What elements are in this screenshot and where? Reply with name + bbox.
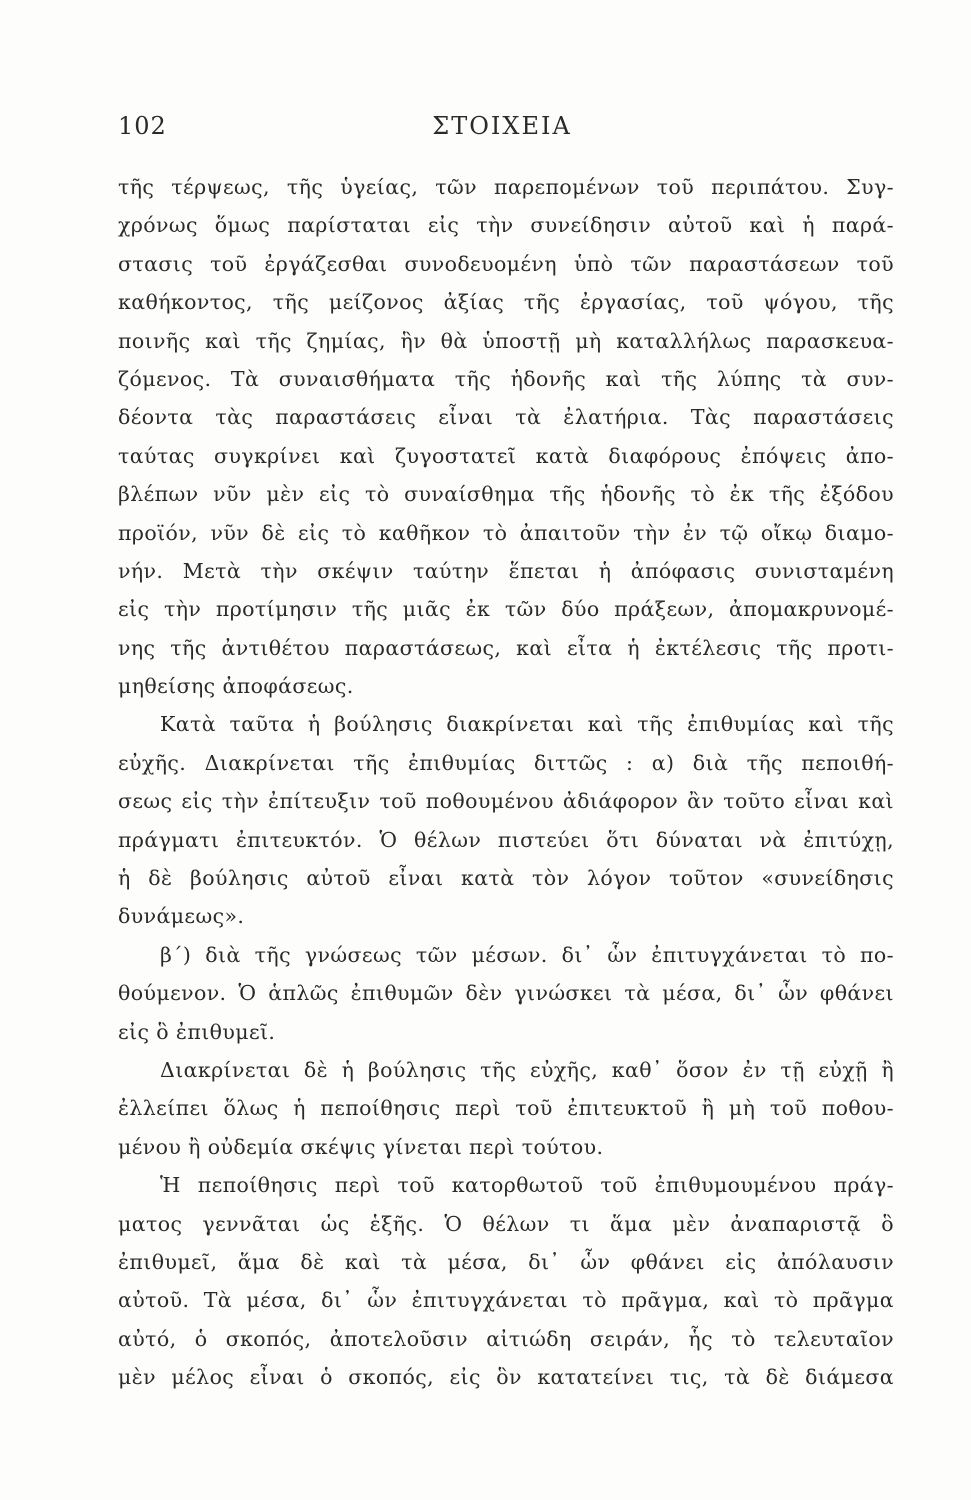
text-line: ζόμενος. Τὰ συναισθήματα τῆς ἡδονῆς καὶ τῆς λύπης τὰ συν- bbox=[118, 366, 894, 391]
text-line: Κατὰ ταῦτα ἡ βούλησις διακρίνεται καὶ τῆς ἐπιθυμίας καὶ τῆς bbox=[160, 712, 894, 737]
page-header bbox=[118, 112, 886, 148]
text-line: ταύτας συγκρίνει καὶ ζυγοστατεῖ κατὰ διαφόρους ἐπόψεις ἀπο- bbox=[118, 443, 894, 468]
text-line: μηθείσης ἀποφάσεως. bbox=[118, 674, 354, 699]
text-line: βλέπων νῦν μὲν εἰς τὸ συναίσθημα τῆς ἡδονῆς τὸ ἐκ τῆς ἐξόδου bbox=[118, 482, 894, 507]
text-line: ἐπιθυμεῖ, ἅμα δὲ καὶ τὰ μέσα, δι᾽ ὧν φθάνει εἰς ἀπόλαυσιν bbox=[118, 1249, 894, 1274]
text-line: Διακρίνεται δὲ ἡ βούλησις τῆς εὐχῆς, καθ᾽ ὅσον ἐν τῇ εὐχῇ ἢ bbox=[160, 1057, 894, 1082]
text-line: προϊόν, νῦν δὲ εἰς τὸ καθῆκον τὸ ἀπαιτοῦν τὴν ἐν τῷ οἴκῳ διαμο- bbox=[118, 520, 894, 545]
text-line: δυνάμεως». bbox=[118, 904, 245, 929]
text-line: θούμενον. Ὁ ἁπλῶς ἐπιθυμῶν δὲν γινώσκει τὰ μέσα, δι᾽ ὧν φθάνει bbox=[118, 981, 894, 1006]
body-text bbox=[118, 168, 894, 1397]
text-line: αὐτό, ὁ σκοπός, ἀποτελοῦσιν αἰτιώδη σειράν, ἧς τὸ τελευταῖον bbox=[118, 1326, 894, 1351]
text-line: χρόνως ὅμως παρίσταται εἰς τὴν συνείδησιν αὐτοῦ καὶ ἡ παρά- bbox=[118, 213, 894, 238]
text-line: πράγματι ἐπιτευκτόν. Ὁ θέλων πιστεύει ὅτι δύναται νὰ ἐπιτύχῃ, bbox=[118, 827, 894, 852]
text-line: β΄) διὰ τῆς γνώσεως τῶν μέσων. δι᾽ ὧν ἐπιτυγχάνεται τὸ πο- bbox=[160, 942, 894, 967]
text-line: τῆς τέρψεως, τῆς ὑγείας, τῶν παρεπομένων τοῦ περιπάτου. Συγ- bbox=[118, 175, 894, 199]
text-line: νήν. Μετὰ τὴν σκέψιν ταύτην ἕπεται ἡ ἀπόφασις συνισταμένη bbox=[118, 558, 894, 583]
text-line: σεως εἰς τὴν ἐπίτευξιν τοῦ ποθουμένου ἀδιάφορον ἂν τοῦτο εἶναι καὶ bbox=[118, 789, 894, 814]
text-line: ματος γεννᾶται ὡς ἑξῆς. Ὁ θέλων τι ἅμα μὲν ἀναπαριστᾷ ὃ bbox=[118, 1211, 894, 1236]
text-line: αὐτοῦ. Τὰ μέσα, δι᾽ ὧν ἐπιτυγχάνεται τὸ πρᾶγμα, καὶ τὸ πρᾶγμα bbox=[118, 1288, 894, 1313]
text-line: ἡ δὲ βούλησις αὐτοῦ εἶναι κατὰ τὸν λόγον τοῦτον «συνείδησις bbox=[118, 866, 894, 891]
text-line: καθήκοντος, τῆς μείζονος ἀξίας τῆς ἐργασίας, τοῦ ψόγου, τῆς bbox=[118, 290, 894, 315]
text-line: Ἡ πεποίθησις περὶ τοῦ κατορθωτοῦ τοῦ ἐπιθυμουμένου πράγ- bbox=[160, 1173, 894, 1198]
text-line: εὐχῆς. Διακρίνεται τῆς ἐπιθυμίας διττῶς : α) διὰ τῆς πεποιθή- bbox=[118, 750, 894, 775]
text-line: στασις τοῦ ἐργάζεσθαι συνοδευομένη ὑπὸ τῶν παραστάσεων τοῦ bbox=[118, 251, 894, 276]
text-line: εἰς τὴν προτίμησιν τῆς μιᾶς ἐκ τῶν δύο πράξεων, ἀπομακρυνομέ- bbox=[118, 597, 894, 622]
text-line: μὲν μέλος εἶναι ὁ σκοπός, εἰς ὃν κατατείνει τις, τὰ δὲ διάμεσα bbox=[118, 1365, 894, 1390]
text-line: ἐλλείπει ὅλως ἡ πεποίθησις περὶ τοῦ ἐπιτευκτοῦ ἢ μὴ τοῦ ποθου- bbox=[118, 1096, 894, 1121]
text-line: δέοντα τὰς παραστάσεις εἶναι τὰ ἐλατήρια. Τὰς παραστάσεις bbox=[118, 405, 894, 430]
text-line: ποινῆς καὶ τῆς ζημίας, ἣν θὰ ὑποστῇ μὴ καταλλήλως παρασκευα- bbox=[118, 328, 894, 353]
running-title: ΣΤΟΙΧΕΙΑ bbox=[432, 112, 572, 140]
text-line: μένου ἢ οὐδεμία σκέψις γίνεται περὶ τούτου. bbox=[118, 1134, 604, 1159]
page-number: 102 bbox=[118, 112, 167, 140]
text-line: νης τῆς ἀντιθέτου παραστάσεως, καὶ εἶτα ἡ ἐκτέλεσις τῆς προτι- bbox=[118, 635, 894, 660]
text-line: εἰς ὃ ἐπιθυμεῖ. bbox=[118, 1019, 276, 1044]
